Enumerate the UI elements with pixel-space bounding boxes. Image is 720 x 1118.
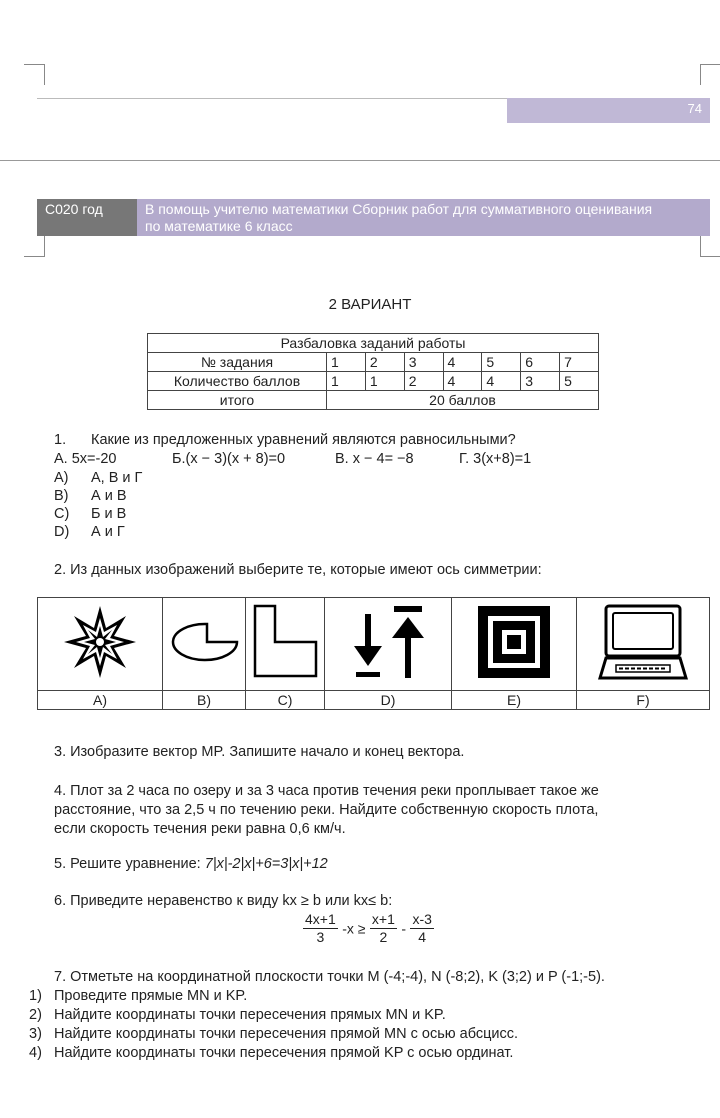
page-number: 74 — [687, 101, 702, 116]
score-table — [147, 333, 599, 410]
q6-inequality — [303, 911, 434, 946]
q5-label: 5. Решите уравнение: — [54, 856, 205, 872]
q1-option-letter: B) — [54, 488, 69, 504]
total-label: итого — [148, 391, 327, 410]
star-icon — [38, 598, 163, 691]
q6-fraction — [410, 911, 433, 946]
q6-middle: -x ≥ — [342, 920, 366, 937]
image-label: B) — [163, 691, 246, 710]
points-value: 4 — [482, 372, 521, 391]
q6-text: 6. Приведите неравенство к виду kx ≥ b или kx≤ b: — [54, 893, 393, 909]
q7-item-text: Найдите координаты точки пересечения прямой MN с осью абсцисс. — [54, 1026, 519, 1042]
laptop-icon — [577, 598, 710, 691]
q7-item-text: Проведите прямые MN и KP. — [54, 988, 248, 1004]
l-shape-icon — [246, 598, 325, 691]
q7-item-number: 1) — [29, 988, 42, 1004]
page-number-bar — [507, 98, 710, 123]
q1-text: Какие из предложенных уравнений являются равносильными? — [91, 432, 516, 448]
q1-option-letter: A) — [54, 470, 69, 486]
corner-mark-bottom-right — [700, 236, 720, 257]
task-number: 3 — [404, 353, 443, 372]
q1-number: 1. — [54, 432, 67, 448]
header-rule — [37, 98, 507, 99]
nested-squares-icon — [452, 598, 577, 691]
page-divider — [0, 160, 720, 161]
points-value: 2 — [404, 372, 443, 391]
q7-item-number: 3) — [29, 1026, 42, 1042]
task-number: 1 — [327, 353, 366, 372]
q1-equation-b: Б.(x − 3)(x + 8)=0 — [172, 451, 286, 467]
q7-item-text: Найдите координаты точки пересечения прямых MN и KP. — [54, 1007, 446, 1023]
fraction-numerator: x-3 — [412, 911, 432, 927]
image-label: D) — [325, 691, 452, 710]
fraction-numerator: 4x+1 — [305, 911, 336, 927]
q1-option-letter: D) — [54, 524, 70, 540]
q4-line: если скорость течения реки равна 0,6 км/ч. — [54, 821, 346, 837]
q5-equation: 7|x|-2|x|+6=3|x|+12 — [204, 856, 328, 872]
q7-item-text: Найдите координаты точки пересечения прямой KP с осью ординат. — [54, 1045, 514, 1061]
q1-option-text: А и Г — [91, 524, 125, 540]
q1-equation-g: Г. 3(x+8)=1 — [459, 451, 532, 467]
q4-line: 4. Плот за 2 часа по озеру и за 3 часа против течения реки проплывает такое же — [54, 783, 599, 799]
fraction-denominator: 3 — [316, 929, 325, 945]
q6-fraction — [370, 911, 397, 946]
points-value: 1 — [327, 372, 366, 391]
fraction-denominator: 2 — [379, 929, 388, 945]
q7-item-number: 4) — [29, 1045, 42, 1061]
book-title — [137, 199, 710, 236]
points-header: Количество баллов — [148, 372, 327, 391]
arrows-icon — [325, 598, 452, 691]
q1-equation-v: В. x − 4= −8 — [335, 451, 414, 467]
score-table-caption: Разбаловка заданий работы — [148, 334, 599, 353]
q1-option-text: А и В — [91, 488, 127, 504]
q1-equation-a: А. 5x=-20 — [54, 451, 117, 467]
q1-option-letter: C) — [54, 506, 70, 522]
image-label: C) — [246, 691, 325, 710]
q3-text: 3. Изобразите вектор MP. Запишите начало и конец вектора. — [54, 744, 465, 760]
image-label: F) — [577, 691, 710, 710]
q2-text: 2. Из данных изображений выберите те, которые имеют ось симметрии: — [54, 562, 542, 578]
points-value: 1 — [365, 372, 404, 391]
variant-title: 2 ВАРИАНТ — [328, 296, 412, 313]
q7-item-number: 2) — [29, 1007, 42, 1023]
task-number: 7 — [560, 353, 599, 372]
q6-minus: - — [401, 920, 406, 937]
book-title-line2: по математике 6 класс — [145, 218, 293, 234]
pie-icon — [163, 598, 246, 691]
points-value: 5 — [560, 372, 599, 391]
image-label: A) — [38, 691, 163, 710]
fraction-denominator: 4 — [418, 929, 427, 945]
corner-mark-top-right — [700, 64, 720, 85]
task-number: 2 — [365, 353, 404, 372]
task-number: 4 — [443, 353, 482, 372]
year-label: С020 год — [37, 199, 137, 236]
task-number-header: № задания — [148, 353, 327, 372]
symmetry-images-table — [37, 597, 710, 710]
corner-mark-top-left — [24, 64, 45, 85]
q7-text: 7. Отметьте на координатной плоскости точки M (-4;-4), N (-8;2), K (3;2) и P (-1;-5). — [54, 969, 605, 985]
q1-option-text: Б и В — [91, 506, 127, 522]
task-number: 6 — [521, 353, 560, 372]
q4-line: расстояние, что за 2,5 ч по течению реки. Найдите собственную скорость плота, — [54, 802, 599, 818]
task-number: 5 — [482, 353, 521, 372]
q1-option-text: А, В и Г — [91, 470, 143, 486]
corner-mark-bottom-left — [24, 236, 45, 257]
q5-text — [54, 855, 328, 874]
total-value: 20 баллов — [327, 391, 599, 410]
book-title-line1: В помощь учителю математики Сборник работ для суммативного оценивания — [145, 201, 653, 217]
image-label: E) — [452, 691, 577, 710]
points-value: 3 — [521, 372, 560, 391]
q6-fraction — [303, 911, 338, 946]
fraction-numerator: x+1 — [371, 911, 395, 927]
points-value: 4 — [443, 372, 482, 391]
